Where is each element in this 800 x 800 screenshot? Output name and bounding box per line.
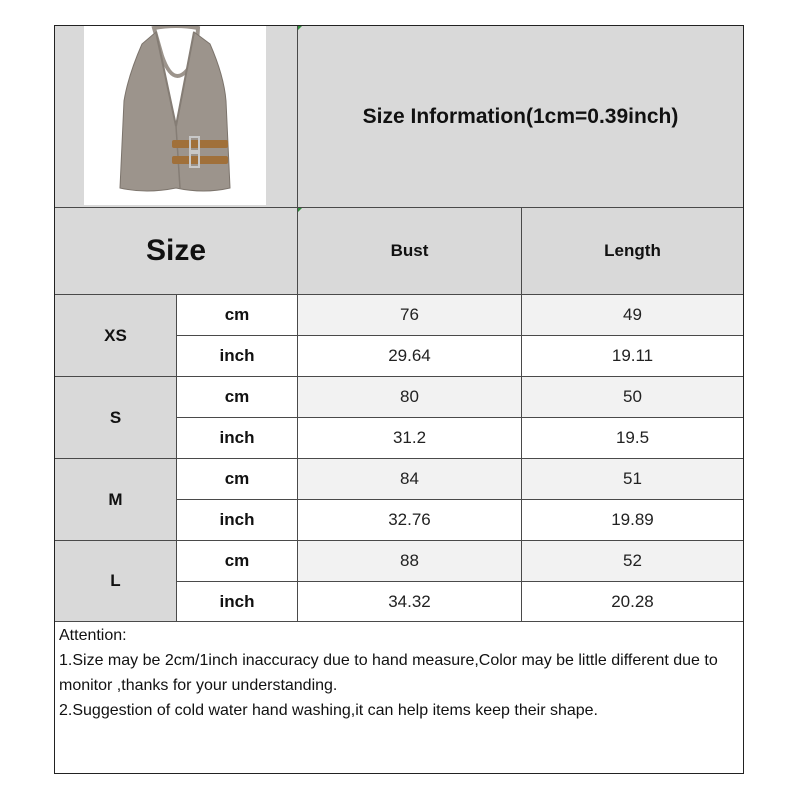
value-cell <box>521 417 743 458</box>
value-cell <box>297 335 521 376</box>
unit-cell <box>176 458 297 499</box>
bust-value: 84 <box>400 469 419 488</box>
attention-note-2: 2.Suggestion of cold water hand washing,it can help items keep their shape. <box>59 702 598 719</box>
value-cell <box>297 499 521 540</box>
value-cell <box>521 499 743 540</box>
unit-cell <box>176 581 297 622</box>
length-value: 51 <box>623 469 642 488</box>
size-label: L <box>110 571 121 590</box>
unit-inch: inch <box>219 591 255 611</box>
product-image-cell <box>55 26 297 207</box>
bust-value: 80 <box>400 387 419 406</box>
chart-title: Size Information(1cm=0.39inch) <box>362 104 679 128</box>
unit-cell <box>176 294 297 335</box>
bust-value: 29.64 <box>388 346 431 365</box>
length-value: 52 <box>623 551 642 570</box>
cell-marker <box>298 208 302 212</box>
unit-cm: cm <box>224 551 250 570</box>
unit-cell <box>176 376 297 417</box>
length-value: 19.11 <box>611 346 654 365</box>
size-label-l <box>55 540 176 622</box>
attention-notes <box>55 621 743 773</box>
unit-cell <box>176 499 297 540</box>
value-cell <box>521 294 743 335</box>
cell-marker <box>298 26 302 30</box>
bust-header-cell <box>297 207 521 294</box>
title-cell <box>297 26 743 207</box>
unit-inch: inch <box>219 510 255 529</box>
value-cell <box>297 376 521 417</box>
product-image <box>84 26 266 205</box>
length-header: Length <box>604 241 661 260</box>
size-label: S <box>109 407 122 427</box>
length-header-cell <box>521 207 743 294</box>
value-cell <box>297 417 521 458</box>
bust-header: Bust <box>390 241 429 260</box>
value-cell <box>521 376 743 417</box>
value-cell <box>521 581 743 622</box>
value-cell <box>521 458 743 499</box>
length-value: 19.89 <box>611 510 654 529</box>
bust-value: 34.32 <box>388 591 431 611</box>
length-value: 19.5 <box>615 428 650 447</box>
value-cell <box>297 294 521 335</box>
size-label-s <box>55 376 176 458</box>
value-cell <box>521 540 743 581</box>
unit-inch: inch <box>219 428 255 447</box>
size-chart <box>54 25 744 774</box>
size-header: Size <box>145 234 207 267</box>
unit-cell <box>176 335 297 376</box>
value-cell <box>297 458 521 499</box>
size-label: XS <box>104 325 127 345</box>
bust-value: 88 <box>400 551 419 570</box>
value-cell <box>297 581 521 622</box>
size-label-m <box>55 458 176 540</box>
attention-note-1: 1.Size may be 2cm/1inch inaccuracy due to hand measure,Color may be little different due to monitor ,thanks for your understanding. <box>59 652 718 694</box>
bust-value: 76 <box>400 305 419 324</box>
length-value: 20.28 <box>611 591 654 611</box>
size-label: M <box>108 489 123 509</box>
unit-cell <box>176 417 297 458</box>
bust-value: 31.2 <box>392 428 427 447</box>
size-label-xs <box>55 294 176 376</box>
attention-heading: Attention: <box>59 627 127 644</box>
unit-inch: inch <box>219 346 255 365</box>
unit-cell <box>176 540 297 581</box>
bust-value: 32.76 <box>388 510 431 529</box>
unit-cm: cm <box>224 305 250 324</box>
size-header-cell <box>55 207 297 294</box>
length-value: 50 <box>623 387 642 406</box>
value-cell <box>297 540 521 581</box>
unit-cm: cm <box>224 387 250 406</box>
value-cell <box>521 335 743 376</box>
halter-vest-image <box>84 26 266 205</box>
unit-cm: cm <box>224 469 250 488</box>
length-value: 49 <box>623 305 642 324</box>
